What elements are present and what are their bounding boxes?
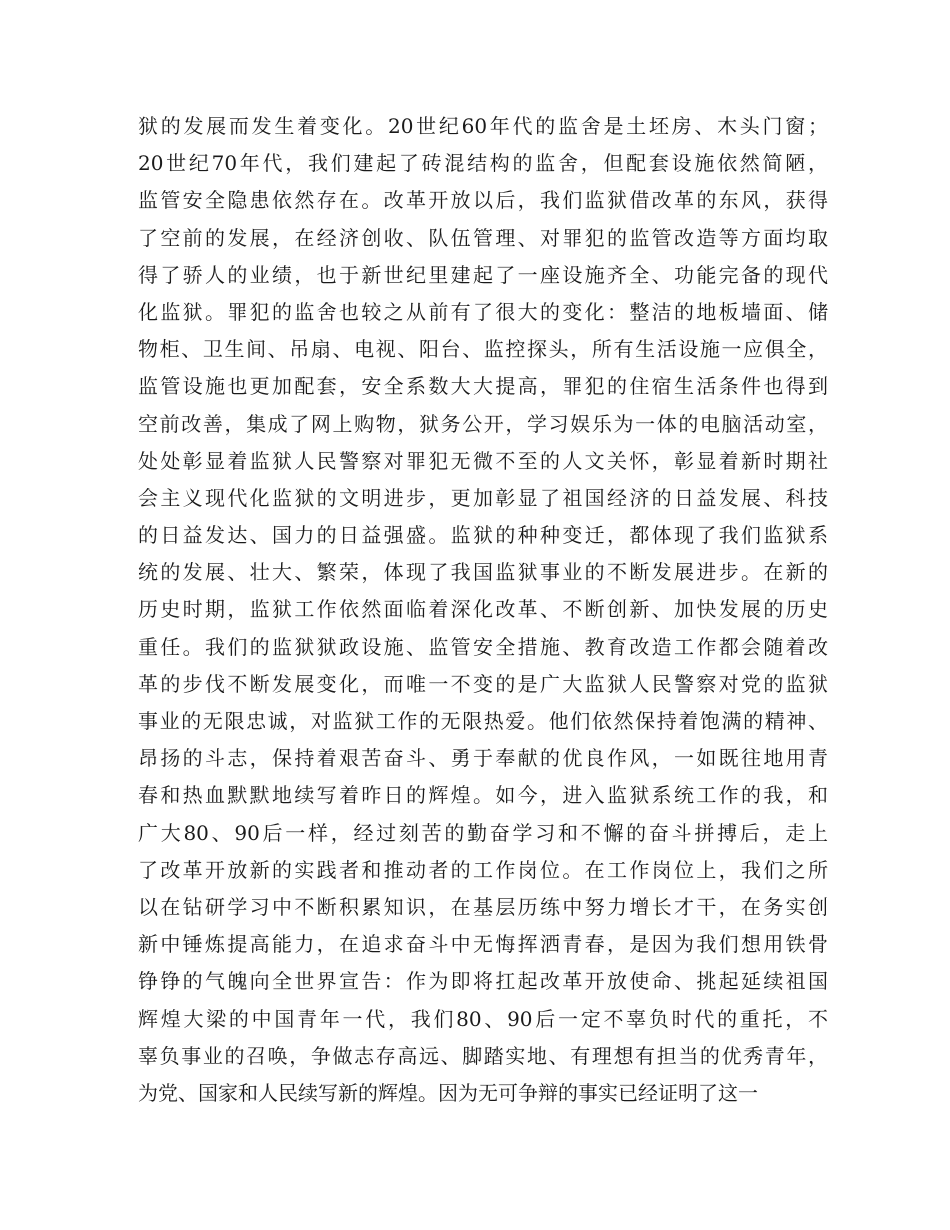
text-line: 铮铮的气魄向全世界宣告：作为即将扛起改革开放使命、挑起延续祖国 <box>138 969 828 994</box>
text-line: 监管设施也更加配套，安全系数大大提高，罪犯的住宿生活条件也得到 <box>138 374 828 399</box>
text-line: 春和热血默默地续写着昨日的辉煌。如今，进入监狱系统工作的我，和 <box>138 783 828 808</box>
text-line: 为党、国家和人民续写新的辉煌。因为无可争辩的事实已经证明了这一 <box>138 1080 758 1105</box>
text-line: 的日益发达、国力的日益强盛。监狱的种种变迁，都体现了我们监狱系 <box>138 523 828 548</box>
text-line: 处处彰显着监狱人民警察对罪犯无微不至的人文关怀，彰显着新时期社 <box>138 448 828 473</box>
text-line: 空前改善，集成了网上购物，狱务公开，学习娱乐为一体的电脑活动室， <box>138 411 828 436</box>
text-line: 了空前的发展，在经济创收、队伍管理、对罪犯的监管改造等方面均取 <box>138 225 828 250</box>
text-line: 事业的无限忠诚，对监狱工作的无限热爱。他们依然保持着饱满的精神、 <box>138 709 828 733</box>
text-line: 重任。我们的监狱狱政设施、监管安全措施、教育改造工作都会随着改 <box>138 634 828 659</box>
text-line: 统的发展、壮大、繁荣，体现了我国监狱事业的不断发展进步。在新的 <box>138 560 828 585</box>
text-line: 20世纪70年代，我们建起了砖混结构的监舍，但配套设施依然简陋， <box>138 151 828 176</box>
text-line: 新中锤炼提高能力，在追求奋斗中无悔挥洒青春，是因为我们想用铁骨 <box>138 932 828 957</box>
text-line: 广大80、90后一样，经过刻苦的勤奋学习和不懈的奋斗拼搏后，走上 <box>138 820 828 845</box>
text-line: 辜负事业的召唤，争做志存高远、脚踏实地、有理想有担当的优秀青年， <box>138 1043 828 1068</box>
text-line: 狱的发展而发生着变化。20世纪60年代的监舍是土坯房、木头门窗； <box>138 114 828 138</box>
body-text <box>138 108 828 1112</box>
text-line: 化监狱。罪犯的监舍也较之从前有了很大的变化：整洁的地板墙面、储 <box>138 299 828 324</box>
text-line: 监管安全隐患依然存在。改革开放以后，我们监狱借改革的东风，获得 <box>138 188 828 213</box>
text-line: 昂扬的斗志，保持着艰苦奋斗、勇于奉献的优良作风，一如既往地用青 <box>138 746 828 771</box>
text-line: 会主义现代化监狱的文明进步，更加彰显了祖国经济的日益发展、科技 <box>138 485 828 510</box>
text-line: 得了骄人的业绩，也于新世纪里建起了一座设施齐全、功能完备的现代 <box>138 262 828 287</box>
text-line: 革的步伐不断发展变化，而唯一不变的是广大监狱人民警察对党的监狱 <box>138 671 828 696</box>
text-line: 以在钻研学习中不断积累知识，在基层历练中努力增长才干，在务实创 <box>138 894 828 919</box>
text-line: 物柜、卫生间、吊扇、电视、阳台、监控探头，所有生活设施一应俱全， <box>138 337 828 362</box>
text-line: 了改革开放新的实践者和推动者的工作岗位。在工作岗位上，我们之所 <box>138 857 828 882</box>
text-line: 辉煌大梁的中国青年一代，我们80、90后一定不辜负时代的重托，不 <box>138 1006 828 1031</box>
text-line: 历史时期，监狱工作依然面临着深化改革、不断创新、加快发展的历史 <box>138 597 828 622</box>
